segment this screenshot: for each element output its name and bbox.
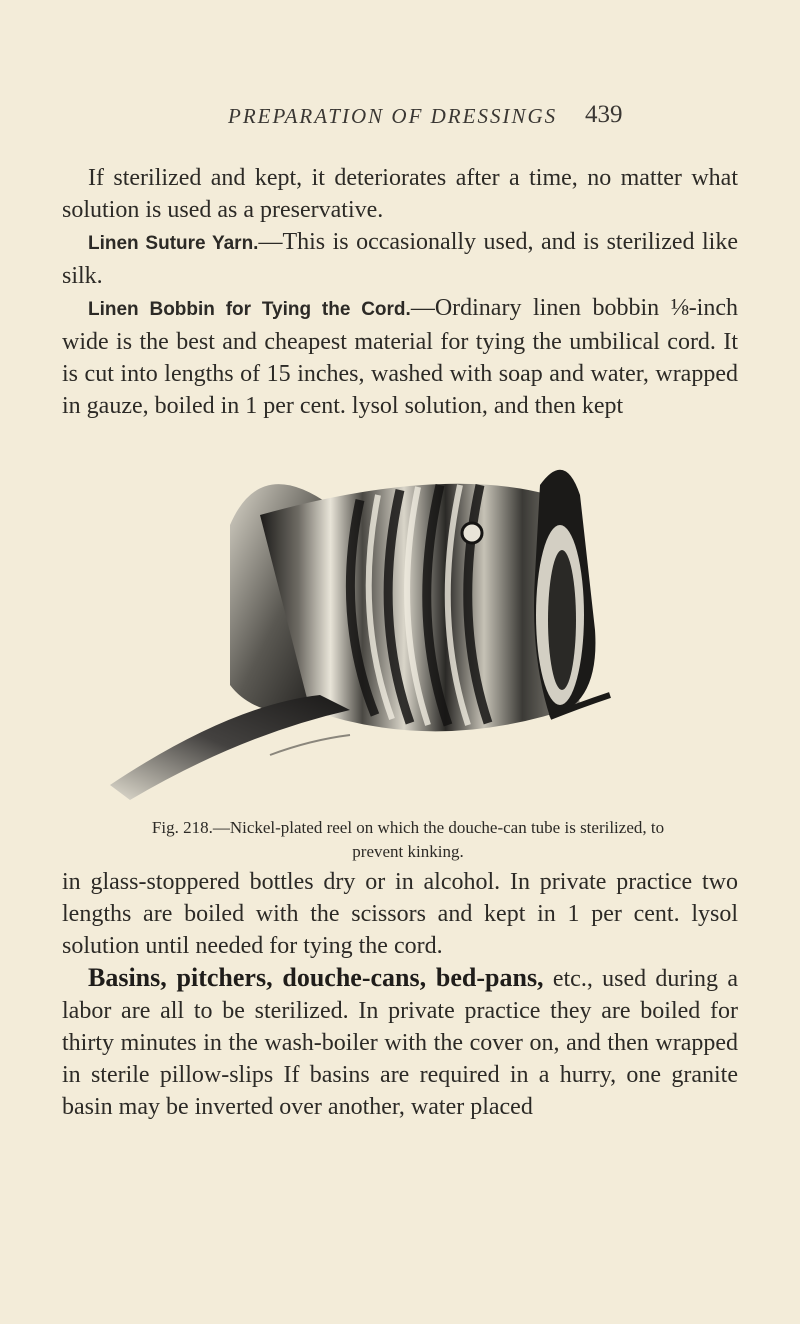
running-head: PREPARATION OF DRESSINGS	[228, 104, 558, 128]
figure-reel-illustration	[110, 455, 710, 815]
text-block-top	[62, 162, 738, 422]
paragraph-continuation: in glass-stoppered bottles dry or in alcohol. In private practice two lengths are boiled with the scissors and kept in 1 per cent. lysol solution until needed for tying the cord.	[62, 869, 738, 959]
paragraph-body: —This is occasionally used, and is sterilized like silk.	[62, 229, 738, 289]
paragraph-basins	[62, 962, 738, 1123]
run-in-heading-linen-suture-yarn: Linen Suture Yarn.	[88, 233, 259, 254]
paragraph-body: etc., used during a labor are all to be sterilized. In private practice they are boiled for thirty minutes in the wash-boiler with the cover on, and then wrapped in sterile pillow-slips If basins are required in a hurry, one granite basin may be inverted over another, water placed	[62, 966, 738, 1120]
nickel-plated-reel-image	[110, 455, 710, 815]
paragraph-linen-suture-yarn	[62, 226, 738, 292]
paragraph-linen-bobbin	[62, 292, 738, 422]
paragraph-body: —Ordinary linen bobbin ⅛-inch wide is the best and cheapest material for tying the umbilical cord. It is cut into lengths of 15 inches, washed with soap and water, wrapped in gauze, boiled in 1 per cent. lysol solution, and then kept	[62, 295, 738, 419]
page-header	[0, 98, 800, 138]
figure-caption-line-2: prevent kinking.	[352, 842, 464, 861]
figure-caption-line-1: Fig. 218.—Nickel-plated reel on which the douche-can tube is sterilized, to	[151, 818, 665, 837]
run-in-heading-linen-bobbin: Linen Bobbin for Tying the Cord.	[88, 299, 411, 320]
figure-caption	[88, 816, 728, 864]
page-number: 439	[585, 101, 623, 128]
run-in-heading-basins: Basins, pitchers, douche-cans, bed-pans,	[88, 963, 544, 992]
paragraph-1: If sterilized and kept, it deteriorates after a time, no matter what solution is used as a preservative.	[62, 165, 738, 223]
text-block-bottom	[62, 866, 738, 1123]
